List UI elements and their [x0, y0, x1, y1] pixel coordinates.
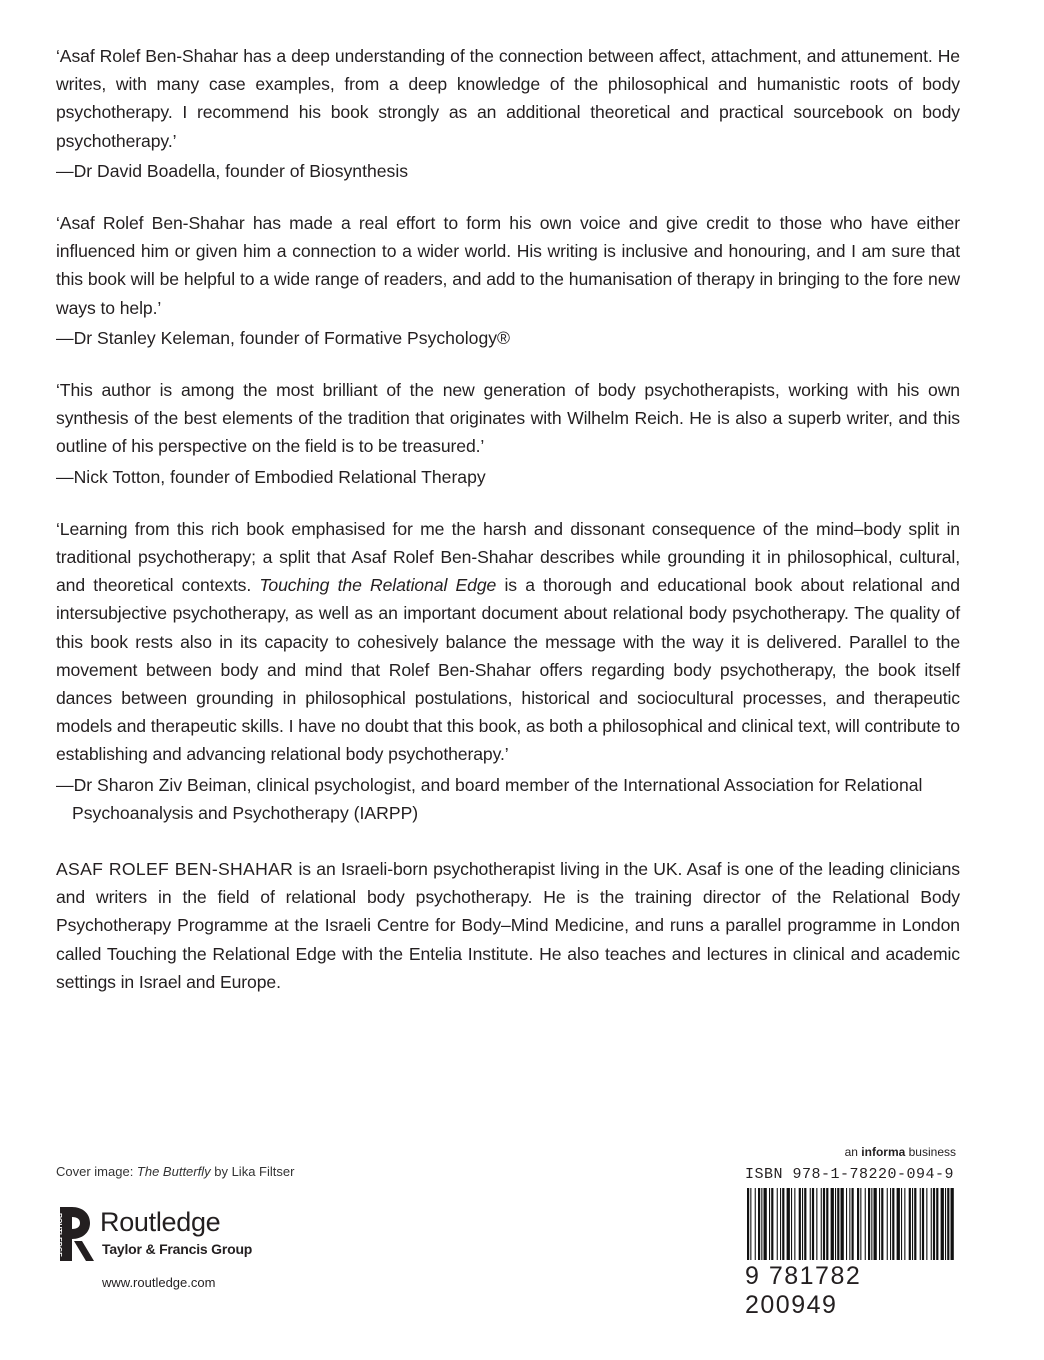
endorsement-1: [56, 42, 960, 185]
barcode-bar: [868, 1188, 870, 1260]
endorsement-text: ‘This author is among the most brilliant of the new generation of body psychotherapists, working with his own synthesis of the best elements of the tradition that originates with Wilhelm Reich. He is also a superb writer, and this outline of his perspective on the field is to be treasured.’: [56, 380, 960, 457]
endorsement-text: ‘Asaf Rolef Ben-Shahar has made a real effort to form his own voice and give credit to those who have either influenced him or given him a connection to a wider world. His writing is inclusive and honouring, and I am sure that this book will be helpful to a wide range of readers, and add to the humanisation of therapy in bringing to the fore new ways to help.’: [56, 213, 960, 318]
barcode-bar: [947, 1188, 949, 1260]
barcode-bar: [750, 1188, 751, 1260]
barcode-bar: [831, 1188, 834, 1260]
routledge-r-icon: [52, 1205, 96, 1265]
barcode-bar: [826, 1188, 828, 1260]
barcode-bar: [799, 1188, 801, 1260]
barcode-bar: [945, 1188, 946, 1260]
barcode-bar: [887, 1188, 888, 1260]
barcode-bar: [835, 1188, 836, 1260]
barcode-bar: [816, 1188, 817, 1260]
barcode-bar: [787, 1188, 790, 1260]
endorsement-attribution: —Dr David Boadella, founder of Biosynthesis: [56, 160, 409, 181]
barcode-bar: [920, 1188, 921, 1260]
cover-image-title: The Butterfly: [136, 1164, 211, 1179]
author-bio: [56, 855, 960, 996]
informa-tagline: an informa business: [844, 1145, 956, 1159]
barcode-bar: [780, 1188, 781, 1260]
barcode-bar: [871, 1188, 872, 1260]
endorsement-3: [56, 376, 960, 491]
barcode-bar: [936, 1188, 938, 1260]
barcode-bar: [812, 1188, 814, 1260]
barcode-bar: [879, 1188, 880, 1260]
barcode-bar: [802, 1188, 803, 1260]
barcode-bar: [951, 1188, 954, 1260]
barcode-digits: 9 781782 200949: [745, 1262, 862, 1319]
endorsement-2: [56, 209, 960, 352]
barcode-bar: [941, 1188, 944, 1260]
barcode-bar: [782, 1188, 784, 1260]
barcode-bar: [846, 1188, 847, 1260]
barcode-bar: [914, 1188, 916, 1260]
barcode-bar: [901, 1188, 902, 1260]
book-title: Touching the Relational Edge: [259, 575, 497, 596]
barcode-bar: [747, 1188, 749, 1260]
endorsement-text: [56, 515, 960, 769]
barcode-bar: [922, 1188, 924, 1260]
routledge-logo: [52, 1205, 292, 1265]
barcode-bar: [755, 1188, 756, 1260]
barcode-bar: [912, 1188, 913, 1260]
routledge-mark-text: ROUTLEDGE: [55, 1213, 62, 1257]
endorsement-text-part: ‘Learning from this rich book emphasised for me the harsh and dissonant consequence of the mind–body split in traditional psychotherapy; a split that Asaf Rolef Ben-Shahar describes while grounding it in philosophical, cultural, and theoretical contexts.: [56, 518, 960, 596]
barcode-bar: [761, 1188, 762, 1260]
barcode-bar: [874, 1188, 877, 1260]
barcode-bar: [931, 1188, 932, 1260]
barcode-bar: [849, 1188, 850, 1260]
endorsements: [56, 42, 960, 851]
barcode-bar: [860, 1188, 861, 1260]
barcode-bar: [791, 1188, 792, 1260]
barcode-bar: [837, 1188, 839, 1260]
endorsement-attribution: —Dr Sharon Ziv Beiman, clinical psychologist, and board member of the International Association for Relational Psychoanalysis and Psychotherapy (IARPP): [56, 774, 923, 823]
barcode-bar: [865, 1188, 866, 1260]
barcode-bar: [821, 1188, 822, 1260]
barcode-bar: [794, 1188, 795, 1260]
barcode-bar: [881, 1188, 883, 1260]
informa-wordmark: informa: [861, 1145, 906, 1159]
barcode-bar: [890, 1188, 891, 1260]
endorsement-attribution: —Nick Totton, founder of Embodied Relational Therapy: [56, 466, 486, 487]
author-name: ASAF ROLEF BEN-SHAHAR: [56, 859, 294, 879]
barcode-bar: [897, 1188, 900, 1260]
barcode-bar: [852, 1188, 854, 1260]
barcode-bar: [841, 1188, 844, 1260]
endorsement-text: ‘Asaf Rolef Ben-Shahar has a deep understanding of the connection between affect, attachment, and attunement. He writes, with many case examples, from a deep knowledge of the philosophical and humanistic roots of body psychotherapy. I recommend his book strongly as an additional theoretical and practical sourcebook on body psychotherapy.’: [56, 46, 960, 151]
barcode-bar: [926, 1188, 927, 1260]
barcode-bar: [777, 1188, 778, 1260]
publisher-name: Routledge: [100, 1207, 221, 1237]
endorsement-attribution: —Dr Stanley Keleman, founder of Formative Psychology®: [56, 327, 510, 348]
barcode-bar: [810, 1188, 811, 1260]
isbn-label: ISBN 978-1-78220-094-9: [745, 1166, 955, 1183]
barcode-bar: [771, 1188, 773, 1260]
barcode-bar: [904, 1188, 905, 1260]
publisher-url[interactable]: www.routledge.com: [102, 1275, 216, 1290]
barcode-bar: [769, 1188, 770, 1260]
barcode-bar: [857, 1188, 859, 1260]
barcode-bar: [764, 1188, 767, 1260]
barcode-bar: [804, 1188, 806, 1260]
barcode-bar: [892, 1188, 894, 1260]
endorsement-text-part: is a thorough and educational book about relational and intersubjective psychotherapy, as well as an important document about relational body psychotherapy. The quality of this book rests also in its capacity to cohesively balance the message with the way it is delivered. Parallel to the movement between body and mind that Rolef Ben-Shahar offers regarding body psychotherapy, the book itself dances between grounding in philosophical postulations, historical and sociocultural processes, and therapeutic models and therapeutic skills. I have no doubt that this book, as both a philosophical and clinical text, will contribute to establishing and advancing relational body psychotherapy.’: [56, 575, 960, 765]
author-bio-text: is an Israeli-born psychotherapist living in the UK. Asaf is one of the leading clinicians and writers in the field of relational body psychotherapy. He is the training director of the Relational Body Psychotherapy Programme at the Israeli Centre for Body–Mind Medicine, and runs a parallel programme in London called Touching the Relational Edge with the Entelia Institute. He also teaches and lectures in clinical and academic settings in Israel and Europe.: [56, 859, 960, 992]
publisher-group: Taylor & Francis Group: [102, 1241, 253, 1257]
endorsement-4: [56, 515, 960, 827]
isbn-barcode: [745, 1188, 957, 1260]
barcode-bar: [933, 1188, 935, 1260]
barcode-bar: [909, 1188, 911, 1260]
barcode-bar: [758, 1188, 760, 1260]
cover-credit: Cover image: The Butterfly by Lika Filtser: [56, 1164, 295, 1179]
barcode-bar: [823, 1188, 825, 1260]
